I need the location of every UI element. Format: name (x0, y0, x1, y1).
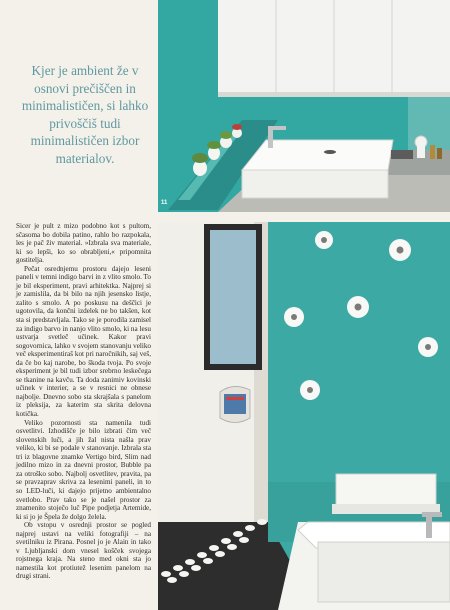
paragraph: Sicer je pult z mizo podobno kot s pultom, sčasoma bo dobila patino, rahlo bo razpokala, les je pač živ material. »Izbrala sva materiale, ki so lepši, ko so obrabljeni,« pripomnita gostitelja. (16, 222, 151, 265)
paragraph: Veliko pozornosti sta namenila tudi osvetlitvi. Izhodišče je bilo izbrati čim več slovenskih luči, a jih žal nista našla prav veliko, ki bi se podale v stanovanje. Izbrala sta tri iz blagovne znamke Vertigo bird, Slim nad jedilno mizo in za dnevni prostor, Bubble pa za otroško sobo. Najbolj osvetlitev, pravita, pa se pravzaprav skriva za lesenimi paneli, in to so LED-luči, ki dajejo prijetno ambientalno svetlobo. Prav tako se je našel prostor za znamenito stoječo luč Pipe podjetja Artemide, ki si jo je Špela že dolgo želela. (16, 418, 151, 521)
article-body (16, 222, 151, 581)
pull-quote: Kjer je ambient že v osnovi prečiščen in minimalističen, si lahko privoščiš tudi minimalističen izbor materialov. (21, 63, 149, 166)
photo-bathroom-wall (158, 222, 450, 610)
paragraph: Ob vstopu v osrednji prostor se pogled najprej ustavi na veliki fotografiji – na svetilniku iz Pirana. Posnel jo je Alain in tako v Ljubljanski dom vnesel košček svojega rojstnega kraja. Na steno med okni sta jo namestila kot protiutež lesenim panelom na drugi strani. (16, 521, 151, 581)
paragraph: Pečat osrednjemu prostoru dajejo leseni paneli v temni indigo barvi in z vlito smolo. To je bil eksperiment, pravi arhitektka. Najprej si je zamislila, da bi bilo na njih jesensko listje, zalito s smolo. A po poskusu na deščici je ugotovila, da končni izdelek ne bo takšen, kot sta si predstavljala. Tako se je porodila zamisel za indigo barvo in nanjo vlito smolo, ki na lesu ustvarja svetleč učinek. Kakor pravi sogovornica, lahko v svojem stanovanju veliko več eksperimentiraš kot pri naročnikih, saj veš, da če bo kaj narobe, bo škoda tvoja. Po svoje eksperiment je bil tudi izbor srebrno leskečega se tkanine na kavču. Ta doda zanimiv kovinski učinek v interier, a se v resnici ne obnese najbolje. Dnevno sobo sta skrajšala s panelom iz pleksija, za katerim sta skrita delovna kotička. (16, 264, 151, 419)
photo-bathroom-sink (158, 0, 450, 212)
page-number: 11 (161, 200, 168, 206)
